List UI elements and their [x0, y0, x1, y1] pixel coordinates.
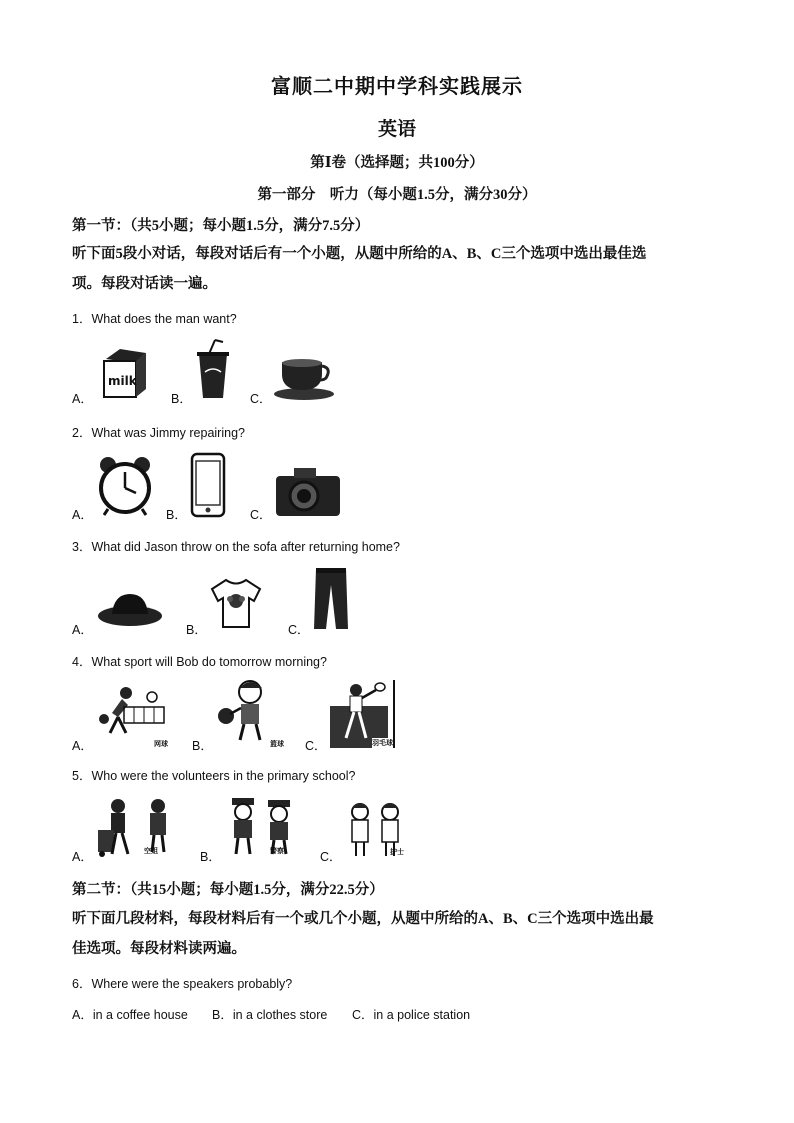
- volleyball-icon: [96, 683, 168, 743]
- q3-option-b-label: B．: [186, 623, 207, 637]
- part-heading: 第一部分 听力（每小题1.5分，满分30分）: [257, 187, 537, 203]
- page-title: 富顺二中期中学科实践展示: [271, 76, 523, 98]
- q1-option-c-label: C．: [250, 392, 272, 406]
- section2-instruction-line1: 听下面几段材料，每段材料后有一个或几个小题，从题中所给的A、B、C三个选项中选出最: [72, 911, 654, 927]
- section2-heading: 第二节：（共15小题；每小题1.5分，满分22.5分）: [72, 882, 384, 898]
- question-4-stem: 4．What sport will Bob do tomorrow morning?: [72, 655, 327, 669]
- question-2-stem: 2．What was Jimmy repairing?: [72, 426, 245, 440]
- q6-option-a: A．in a coffee house: [72, 1008, 188, 1022]
- basketball-icon: [216, 678, 276, 744]
- question-1-stem: 1．What does the man want?: [72, 312, 237, 326]
- q5-option-b-label: B．: [200, 850, 221, 864]
- question-6-stem: 6．Where were the speakers probably?: [72, 977, 293, 991]
- alarm-clock-icon: [94, 455, 156, 517]
- hat-icon: [96, 590, 164, 630]
- q1-option-b-label: B．: [171, 392, 192, 406]
- q4-option-b-label: B．: [192, 739, 213, 753]
- q5-option-c-label: C．: [320, 850, 342, 864]
- q4-caption-c: 羽毛球: [372, 739, 393, 747]
- section1-instruction-line2: 项。每段对话读一遍。: [72, 276, 217, 292]
- subject-title: 英语: [377, 119, 416, 140]
- question-5-stem: 5．Who were the volunteers in the primary school?: [72, 769, 356, 783]
- q6-option-c: C．in a police station: [352, 1008, 471, 1022]
- police-icon: [224, 796, 300, 858]
- camera-icon: [274, 466, 342, 518]
- coffee-cup-icon: [272, 354, 336, 402]
- q2-option-c-label: C．: [250, 508, 272, 522]
- svg-text:milk: milk: [108, 374, 137, 388]
- q2-option-a-label: A．: [72, 508, 93, 522]
- milk-carton-icon: [96, 345, 152, 401]
- trousers-icon: [310, 565, 352, 631]
- cola-cup-icon: [193, 338, 233, 402]
- q4-caption-a: 网球: [154, 740, 168, 748]
- q1-option-a-label: A．: [72, 392, 93, 406]
- q3-option-c-label: C．: [288, 623, 310, 637]
- volume-heading: 第Ⅰ卷（选择题；共100分）: [310, 155, 484, 171]
- q5-caption-a: 空姐: [144, 847, 158, 855]
- q5-option-a-label: A．: [72, 850, 93, 864]
- flight-attendant-icon: [94, 796, 176, 858]
- section1-heading: 第一节：（共5小题；每小题1.5分，满分7.5分）: [72, 218, 370, 234]
- question-3-stem: 3．What did Jason throw on the sofa after returning home?: [72, 540, 400, 554]
- section2-instruction-line2: 佳选项。每段材料读两遍。: [72, 941, 246, 957]
- t-shirt-icon: [208, 577, 264, 629]
- q4-option-c-label: C．: [305, 739, 327, 753]
- q4-option-a-label: A．: [72, 739, 93, 753]
- q5-caption-c: 护士: [390, 848, 404, 856]
- q4-caption-b: 篮球: [270, 740, 284, 748]
- q5-caption-b: 警察: [270, 847, 284, 855]
- q2-option-b-label: B．: [166, 508, 187, 522]
- section1-instruction-line1: 听下面5段小对话，每段对话后有一个小题，从题中所给的A、B、C三个选项中选出最佳选: [72, 246, 647, 262]
- q6-option-b: B．in a clothes store: [212, 1008, 328, 1022]
- smartphone-icon: [190, 452, 226, 518]
- q3-option-a-label: A．: [72, 623, 93, 637]
